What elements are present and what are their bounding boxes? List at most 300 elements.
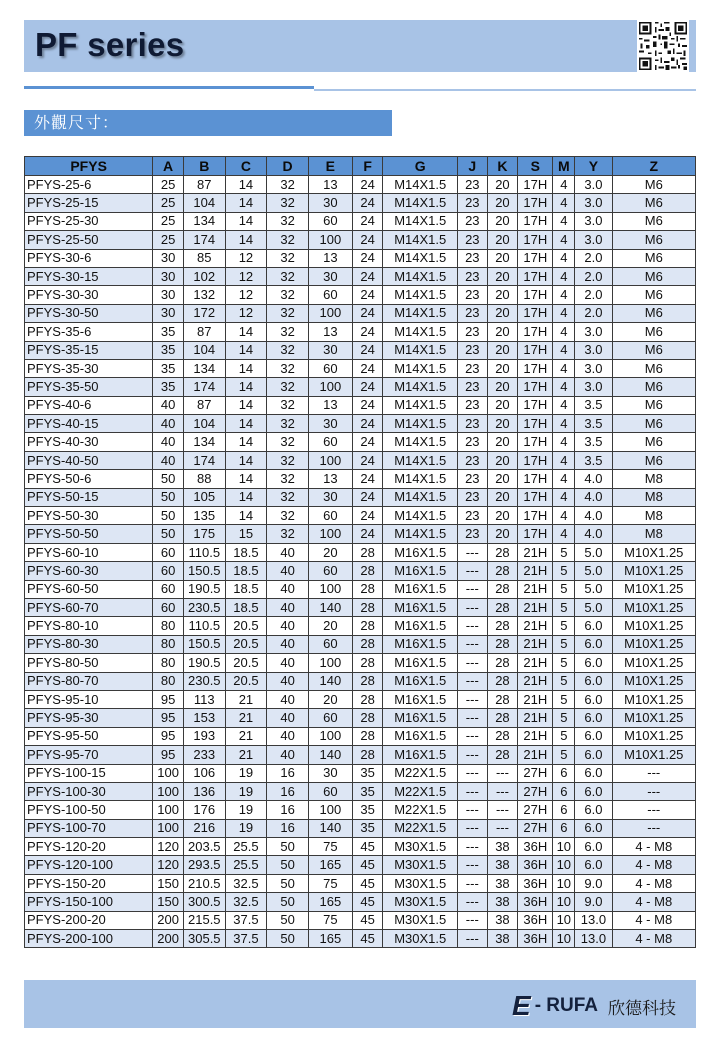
table-cell: 4 bbox=[553, 249, 575, 267]
model-cell: PFYS-200-20 bbox=[25, 911, 153, 929]
table-cell: 87 bbox=[183, 176, 225, 194]
table-cell: 36H bbox=[518, 911, 553, 929]
table-cell: 17H bbox=[518, 488, 553, 506]
table-cell: M6 bbox=[612, 396, 695, 414]
table-cell: 30 bbox=[308, 488, 352, 506]
table-cell: 27H bbox=[518, 801, 553, 819]
table-cell: 120 bbox=[153, 856, 184, 874]
dimensions-table bbox=[24, 156, 696, 948]
table-cell: M10X1.25 bbox=[612, 690, 695, 708]
table-cell: 24 bbox=[352, 286, 383, 304]
table-cell: 88 bbox=[183, 470, 225, 488]
table-cell: 4 bbox=[553, 323, 575, 341]
table-cell: 14 bbox=[225, 488, 267, 506]
table-row bbox=[25, 930, 696, 948]
model-cell: PFYS-40-6 bbox=[25, 396, 153, 414]
table-cell: 30 bbox=[153, 304, 184, 322]
table-cell: 20 bbox=[487, 267, 518, 285]
table-cell: 32 bbox=[267, 378, 309, 396]
column-header: PFYS bbox=[25, 157, 153, 176]
column-header: J bbox=[458, 157, 488, 176]
table-cell: --- bbox=[458, 764, 488, 782]
table-cell: 134 bbox=[183, 433, 225, 451]
table-cell: M22X1.5 bbox=[383, 764, 458, 782]
table-cell: --- bbox=[458, 930, 488, 948]
table-row bbox=[25, 525, 696, 543]
table-cell: M10X1.25 bbox=[612, 562, 695, 580]
table-cell: M16X1.5 bbox=[383, 598, 458, 616]
table-cell: M10X1.25 bbox=[612, 635, 695, 653]
table-cell: 110.5 bbox=[183, 543, 225, 561]
model-cell: PFYS-100-15 bbox=[25, 764, 153, 782]
table-cell: 23 bbox=[458, 378, 488, 396]
table-row bbox=[25, 654, 696, 672]
table-cell: 75 bbox=[308, 911, 352, 929]
table-cell: 6 bbox=[553, 819, 575, 837]
table-cell: 17H bbox=[518, 525, 553, 543]
table-row bbox=[25, 212, 696, 230]
table-cell: 3.0 bbox=[575, 323, 612, 341]
table-cell: 10 bbox=[553, 838, 575, 856]
table-cell: 100 bbox=[308, 727, 352, 745]
column-header: B bbox=[183, 157, 225, 176]
table-cell: 40 bbox=[267, 598, 309, 616]
table-row bbox=[25, 819, 696, 837]
table-cell: 28 bbox=[487, 709, 518, 727]
table-cell: 140 bbox=[308, 598, 352, 616]
table-cell: 28 bbox=[487, 727, 518, 745]
table-row bbox=[25, 488, 696, 506]
table-cell: 4 bbox=[553, 396, 575, 414]
table-cell: 165 bbox=[308, 930, 352, 948]
table-cell: 5.0 bbox=[575, 562, 612, 580]
page-title: PF series bbox=[35, 26, 185, 63]
table-cell: 40 bbox=[153, 451, 184, 469]
table-cell: 2.0 bbox=[575, 267, 612, 285]
model-cell: PFYS-95-10 bbox=[25, 690, 153, 708]
table-cell: M6 bbox=[612, 359, 695, 377]
table-cell: 14 bbox=[225, 378, 267, 396]
table-row bbox=[25, 782, 696, 800]
table-cell: 32 bbox=[267, 176, 309, 194]
table-cell: 24 bbox=[352, 396, 383, 414]
table-cell: 4 - M8 bbox=[612, 911, 695, 929]
table-cell: 20.5 bbox=[225, 635, 267, 653]
table-cell: --- bbox=[487, 782, 518, 800]
section-heading: 外觀尺寸： bbox=[24, 110, 392, 136]
table-cell: 32 bbox=[267, 507, 309, 525]
table-cell: 28 bbox=[487, 580, 518, 598]
table-cell: 35 bbox=[153, 359, 184, 377]
table-cell: --- bbox=[458, 911, 488, 929]
table-cell: 135 bbox=[183, 507, 225, 525]
table-cell: 17H bbox=[518, 470, 553, 488]
table-cell: 100 bbox=[308, 378, 352, 396]
table-cell: M6 bbox=[612, 378, 695, 396]
table-cell: M16X1.5 bbox=[383, 727, 458, 745]
table-cell: 4.0 bbox=[575, 525, 612, 543]
table-cell: 6.0 bbox=[575, 819, 612, 837]
table-cell: 175 bbox=[183, 525, 225, 543]
table-cell: 5 bbox=[553, 654, 575, 672]
table-cell: 4 bbox=[553, 359, 575, 377]
table-cell: --- bbox=[458, 782, 488, 800]
table-row bbox=[25, 672, 696, 690]
table-cell: 36H bbox=[518, 856, 553, 874]
table-cell: 20 bbox=[487, 304, 518, 322]
table-cell: 21H bbox=[518, 562, 553, 580]
table-cell: 32 bbox=[267, 451, 309, 469]
table-cell: 60 bbox=[308, 507, 352, 525]
table-cell: 110.5 bbox=[183, 617, 225, 635]
table-cell: 24 bbox=[352, 323, 383, 341]
table-cell: 5 bbox=[553, 617, 575, 635]
table-cell: 4 bbox=[553, 488, 575, 506]
table-cell: 3.0 bbox=[575, 194, 612, 212]
table-cell: 176 bbox=[183, 801, 225, 819]
table-row bbox=[25, 451, 696, 469]
table-cell: M10X1.25 bbox=[612, 746, 695, 764]
table-cell: 104 bbox=[183, 194, 225, 212]
table-cell: 17H bbox=[518, 451, 553, 469]
table-cell: 24 bbox=[352, 267, 383, 285]
table-cell: 27H bbox=[518, 764, 553, 782]
table-cell: 35 bbox=[153, 341, 184, 359]
table-cell: 12 bbox=[225, 249, 267, 267]
table-row bbox=[25, 231, 696, 249]
table-cell: 172 bbox=[183, 304, 225, 322]
table-cell: 24 bbox=[352, 231, 383, 249]
table-cell: 140 bbox=[308, 672, 352, 690]
table-row bbox=[25, 415, 696, 433]
table-cell: 4.0 bbox=[575, 488, 612, 506]
model-cell: PFYS-50-15 bbox=[25, 488, 153, 506]
table-cell: 10 bbox=[553, 893, 575, 911]
table-cell: 16 bbox=[267, 819, 309, 837]
table-cell: 28 bbox=[352, 635, 383, 653]
table-cell: 23 bbox=[458, 341, 488, 359]
table-cell: M10X1.25 bbox=[612, 543, 695, 561]
model-cell: PFYS-30-30 bbox=[25, 286, 153, 304]
table-cell: --- bbox=[458, 635, 488, 653]
table-cell: 100 bbox=[308, 231, 352, 249]
table-cell: 50 bbox=[267, 874, 309, 892]
table-body bbox=[25, 176, 696, 948]
table-cell: M10X1.25 bbox=[612, 654, 695, 672]
brand-chinese-name: 欣德科技 bbox=[608, 998, 677, 1019]
table-row bbox=[25, 543, 696, 561]
model-cell: PFYS-60-10 bbox=[25, 543, 153, 561]
table-cell: 75 bbox=[308, 874, 352, 892]
model-cell: PFYS-35-6 bbox=[25, 323, 153, 341]
qr-code-icon[interactable] bbox=[637, 20, 689, 72]
table-cell: 14 bbox=[225, 415, 267, 433]
table-cell: 140 bbox=[308, 819, 352, 837]
table-cell: 106 bbox=[183, 764, 225, 782]
table-cell: M16X1.5 bbox=[383, 580, 458, 598]
table-cell: 20 bbox=[487, 488, 518, 506]
table-cell: 150.5 bbox=[183, 635, 225, 653]
table-cell: 23 bbox=[458, 286, 488, 304]
model-cell: PFYS-60-70 bbox=[25, 598, 153, 616]
table-row bbox=[25, 359, 696, 377]
table-cell: 3.0 bbox=[575, 359, 612, 377]
table-cell: 80 bbox=[153, 635, 184, 653]
table-cell: 4 bbox=[553, 212, 575, 230]
table-cell: M16X1.5 bbox=[383, 654, 458, 672]
table-cell: 13 bbox=[308, 249, 352, 267]
table-cell: 216 bbox=[183, 819, 225, 837]
table-cell: 4 bbox=[553, 341, 575, 359]
table-row bbox=[25, 194, 696, 212]
table-row bbox=[25, 838, 696, 856]
table-cell: 21H bbox=[518, 635, 553, 653]
table-cell: M30X1.5 bbox=[383, 856, 458, 874]
table-cell: 5 bbox=[553, 543, 575, 561]
column-header: C bbox=[225, 157, 267, 176]
table-cell: 4 bbox=[553, 470, 575, 488]
table-cell: --- bbox=[458, 838, 488, 856]
table-cell: M6 bbox=[612, 415, 695, 433]
table-cell: 6.0 bbox=[575, 801, 612, 819]
table-row bbox=[25, 267, 696, 285]
table-cell: 165 bbox=[308, 893, 352, 911]
table-cell: 40 bbox=[267, 709, 309, 727]
table-cell: 19 bbox=[225, 819, 267, 837]
table-cell: M8 bbox=[612, 470, 695, 488]
table-cell: 14 bbox=[225, 507, 267, 525]
table-cell: 20 bbox=[487, 525, 518, 543]
table-row bbox=[25, 746, 696, 764]
table-cell: M10X1.25 bbox=[612, 580, 695, 598]
table-cell: 40 bbox=[267, 562, 309, 580]
table-cell: 100 bbox=[153, 782, 184, 800]
table-cell: 134 bbox=[183, 212, 225, 230]
table-cell: M10X1.25 bbox=[612, 709, 695, 727]
table-cell: --- bbox=[612, 764, 695, 782]
table-cell: 19 bbox=[225, 801, 267, 819]
table-cell: 24 bbox=[352, 341, 383, 359]
table-cell: M14X1.5 bbox=[383, 267, 458, 285]
table-cell: 23 bbox=[458, 451, 488, 469]
table-cell: 21H bbox=[518, 709, 553, 727]
table-cell: 14 bbox=[225, 323, 267, 341]
table-cell: 3.0 bbox=[575, 378, 612, 396]
table-cell: M10X1.25 bbox=[612, 672, 695, 690]
table-cell: 32 bbox=[267, 194, 309, 212]
table-cell: 95 bbox=[153, 746, 184, 764]
table-cell: M16X1.5 bbox=[383, 562, 458, 580]
table-cell: 21H bbox=[518, 580, 553, 598]
table-cell: 50 bbox=[267, 856, 309, 874]
table-cell: 215.5 bbox=[183, 911, 225, 929]
table-cell: 2.0 bbox=[575, 304, 612, 322]
table-row bbox=[25, 176, 696, 194]
table-cell: 100 bbox=[308, 525, 352, 543]
table-cell: 14 bbox=[225, 194, 267, 212]
table-cell: M6 bbox=[612, 176, 695, 194]
table-cell: 25.5 bbox=[225, 856, 267, 874]
table-cell: 17H bbox=[518, 231, 553, 249]
table-cell: 32 bbox=[267, 359, 309, 377]
table-cell: 36H bbox=[518, 893, 553, 911]
table-cell: 30 bbox=[308, 267, 352, 285]
table-cell: --- bbox=[458, 893, 488, 911]
table-cell: 20.5 bbox=[225, 617, 267, 635]
table-cell: 40 bbox=[267, 672, 309, 690]
table-row bbox=[25, 470, 696, 488]
table-cell: M30X1.5 bbox=[383, 911, 458, 929]
table-cell: 45 bbox=[352, 874, 383, 892]
table-cell: 5 bbox=[553, 709, 575, 727]
column-header: A bbox=[153, 157, 184, 176]
table-cell: 14 bbox=[225, 396, 267, 414]
table-cell: 32 bbox=[267, 341, 309, 359]
table-cell: 13.0 bbox=[575, 930, 612, 948]
table-cell: M14X1.5 bbox=[383, 304, 458, 322]
table-row bbox=[25, 433, 696, 451]
model-cell: PFYS-80-50 bbox=[25, 654, 153, 672]
table-cell: 21H bbox=[518, 746, 553, 764]
table-cell: 200 bbox=[153, 930, 184, 948]
table-cell: 23 bbox=[458, 194, 488, 212]
table-cell: 6.0 bbox=[575, 838, 612, 856]
table-cell: 30 bbox=[153, 249, 184, 267]
model-cell: PFYS-30-50 bbox=[25, 304, 153, 322]
table-cell: 80 bbox=[153, 617, 184, 635]
table-cell: 12 bbox=[225, 304, 267, 322]
table-cell: 23 bbox=[458, 267, 488, 285]
table-cell: 25 bbox=[153, 212, 184, 230]
table-cell: 104 bbox=[183, 415, 225, 433]
table-cell: 45 bbox=[352, 856, 383, 874]
table-row bbox=[25, 580, 696, 598]
table-cell: M16X1.5 bbox=[383, 672, 458, 690]
table-cell: 5.0 bbox=[575, 598, 612, 616]
model-cell: PFYS-95-30 bbox=[25, 709, 153, 727]
table-cell: 32 bbox=[267, 249, 309, 267]
table-cell: 23 bbox=[458, 249, 488, 267]
table-cell: 5 bbox=[553, 690, 575, 708]
table-row bbox=[25, 893, 696, 911]
table-cell: 40 bbox=[267, 580, 309, 598]
table-cell: M16X1.5 bbox=[383, 746, 458, 764]
table-cell: 174 bbox=[183, 231, 225, 249]
table-cell: --- bbox=[458, 598, 488, 616]
table-cell: 37.5 bbox=[225, 911, 267, 929]
table-cell: 4 bbox=[553, 378, 575, 396]
table-row bbox=[25, 911, 696, 929]
table-cell: M16X1.5 bbox=[383, 617, 458, 635]
table-cell: 3.5 bbox=[575, 415, 612, 433]
table-cell: 30 bbox=[308, 194, 352, 212]
table-cell: 24 bbox=[352, 488, 383, 506]
table-cell: 14 bbox=[225, 451, 267, 469]
table-cell: 50 bbox=[267, 930, 309, 948]
table-cell: 60 bbox=[308, 286, 352, 304]
table-cell: 6.0 bbox=[575, 746, 612, 764]
model-cell: PFYS-100-30 bbox=[25, 782, 153, 800]
table-cell: M14X1.5 bbox=[383, 249, 458, 267]
table-cell: 28 bbox=[487, 543, 518, 561]
table-cell: 32 bbox=[267, 470, 309, 488]
table-cell: 23 bbox=[458, 323, 488, 341]
table-cell: 100 bbox=[308, 451, 352, 469]
table-cell: 60 bbox=[308, 433, 352, 451]
table-cell: 18.5 bbox=[225, 562, 267, 580]
table-cell: 36H bbox=[518, 874, 553, 892]
table-row bbox=[25, 323, 696, 341]
table-cell: 23 bbox=[458, 525, 488, 543]
table-cell: 20.5 bbox=[225, 654, 267, 672]
table-cell: --- bbox=[458, 562, 488, 580]
table-cell: 28 bbox=[487, 654, 518, 672]
table-row bbox=[25, 507, 696, 525]
table-cell: 20 bbox=[487, 470, 518, 488]
table-cell: 32 bbox=[267, 396, 309, 414]
table-cell: 24 bbox=[352, 525, 383, 543]
table-cell: 28 bbox=[352, 562, 383, 580]
table-cell: 293.5 bbox=[183, 856, 225, 874]
table-cell: M16X1.5 bbox=[383, 690, 458, 708]
table-cell: 15 bbox=[225, 525, 267, 543]
table-cell: 210.5 bbox=[183, 874, 225, 892]
table-row bbox=[25, 286, 696, 304]
table-cell: 60 bbox=[153, 598, 184, 616]
table-cell: 17H bbox=[518, 267, 553, 285]
table-cell: M14X1.5 bbox=[383, 525, 458, 543]
column-header: K bbox=[487, 157, 518, 176]
table-cell: 3.5 bbox=[575, 451, 612, 469]
model-cell: PFYS-35-50 bbox=[25, 378, 153, 396]
table-cell: 100 bbox=[308, 801, 352, 819]
table-cell: M8 bbox=[612, 525, 695, 543]
table-cell: 4.0 bbox=[575, 507, 612, 525]
table-cell: M14X1.5 bbox=[383, 323, 458, 341]
table-cell: 165 bbox=[308, 856, 352, 874]
table-cell: 35 bbox=[352, 782, 383, 800]
divider-dark bbox=[24, 86, 314, 89]
table-cell: 13 bbox=[308, 176, 352, 194]
table-cell: 50 bbox=[267, 838, 309, 856]
table-cell: 20 bbox=[487, 359, 518, 377]
table-cell: 4 bbox=[553, 433, 575, 451]
table-cell: M14X1.5 bbox=[383, 286, 458, 304]
table-cell: 32 bbox=[267, 286, 309, 304]
table-cell: 24 bbox=[352, 451, 383, 469]
table-cell: 28 bbox=[352, 746, 383, 764]
table-cell: 20 bbox=[487, 433, 518, 451]
model-cell: PFYS-200-100 bbox=[25, 930, 153, 948]
table-cell: 17H bbox=[518, 507, 553, 525]
table-cell: 28 bbox=[352, 690, 383, 708]
table-cell: 38 bbox=[487, 893, 518, 911]
table-cell: 5 bbox=[553, 727, 575, 745]
table-cell: 50 bbox=[153, 470, 184, 488]
table-cell: 28 bbox=[352, 654, 383, 672]
table-cell: 6 bbox=[553, 782, 575, 800]
model-cell: PFYS-80-70 bbox=[25, 672, 153, 690]
table-cell: 193 bbox=[183, 727, 225, 745]
table-cell: 6 bbox=[553, 764, 575, 782]
table-cell: 28 bbox=[487, 598, 518, 616]
brand-logo bbox=[512, 992, 676, 1020]
table-cell: 16 bbox=[267, 764, 309, 782]
model-cell: PFYS-150-100 bbox=[25, 893, 153, 911]
table-cell: 32 bbox=[267, 304, 309, 322]
table-cell: M30X1.5 bbox=[383, 893, 458, 911]
table-cell: M6 bbox=[612, 212, 695, 230]
